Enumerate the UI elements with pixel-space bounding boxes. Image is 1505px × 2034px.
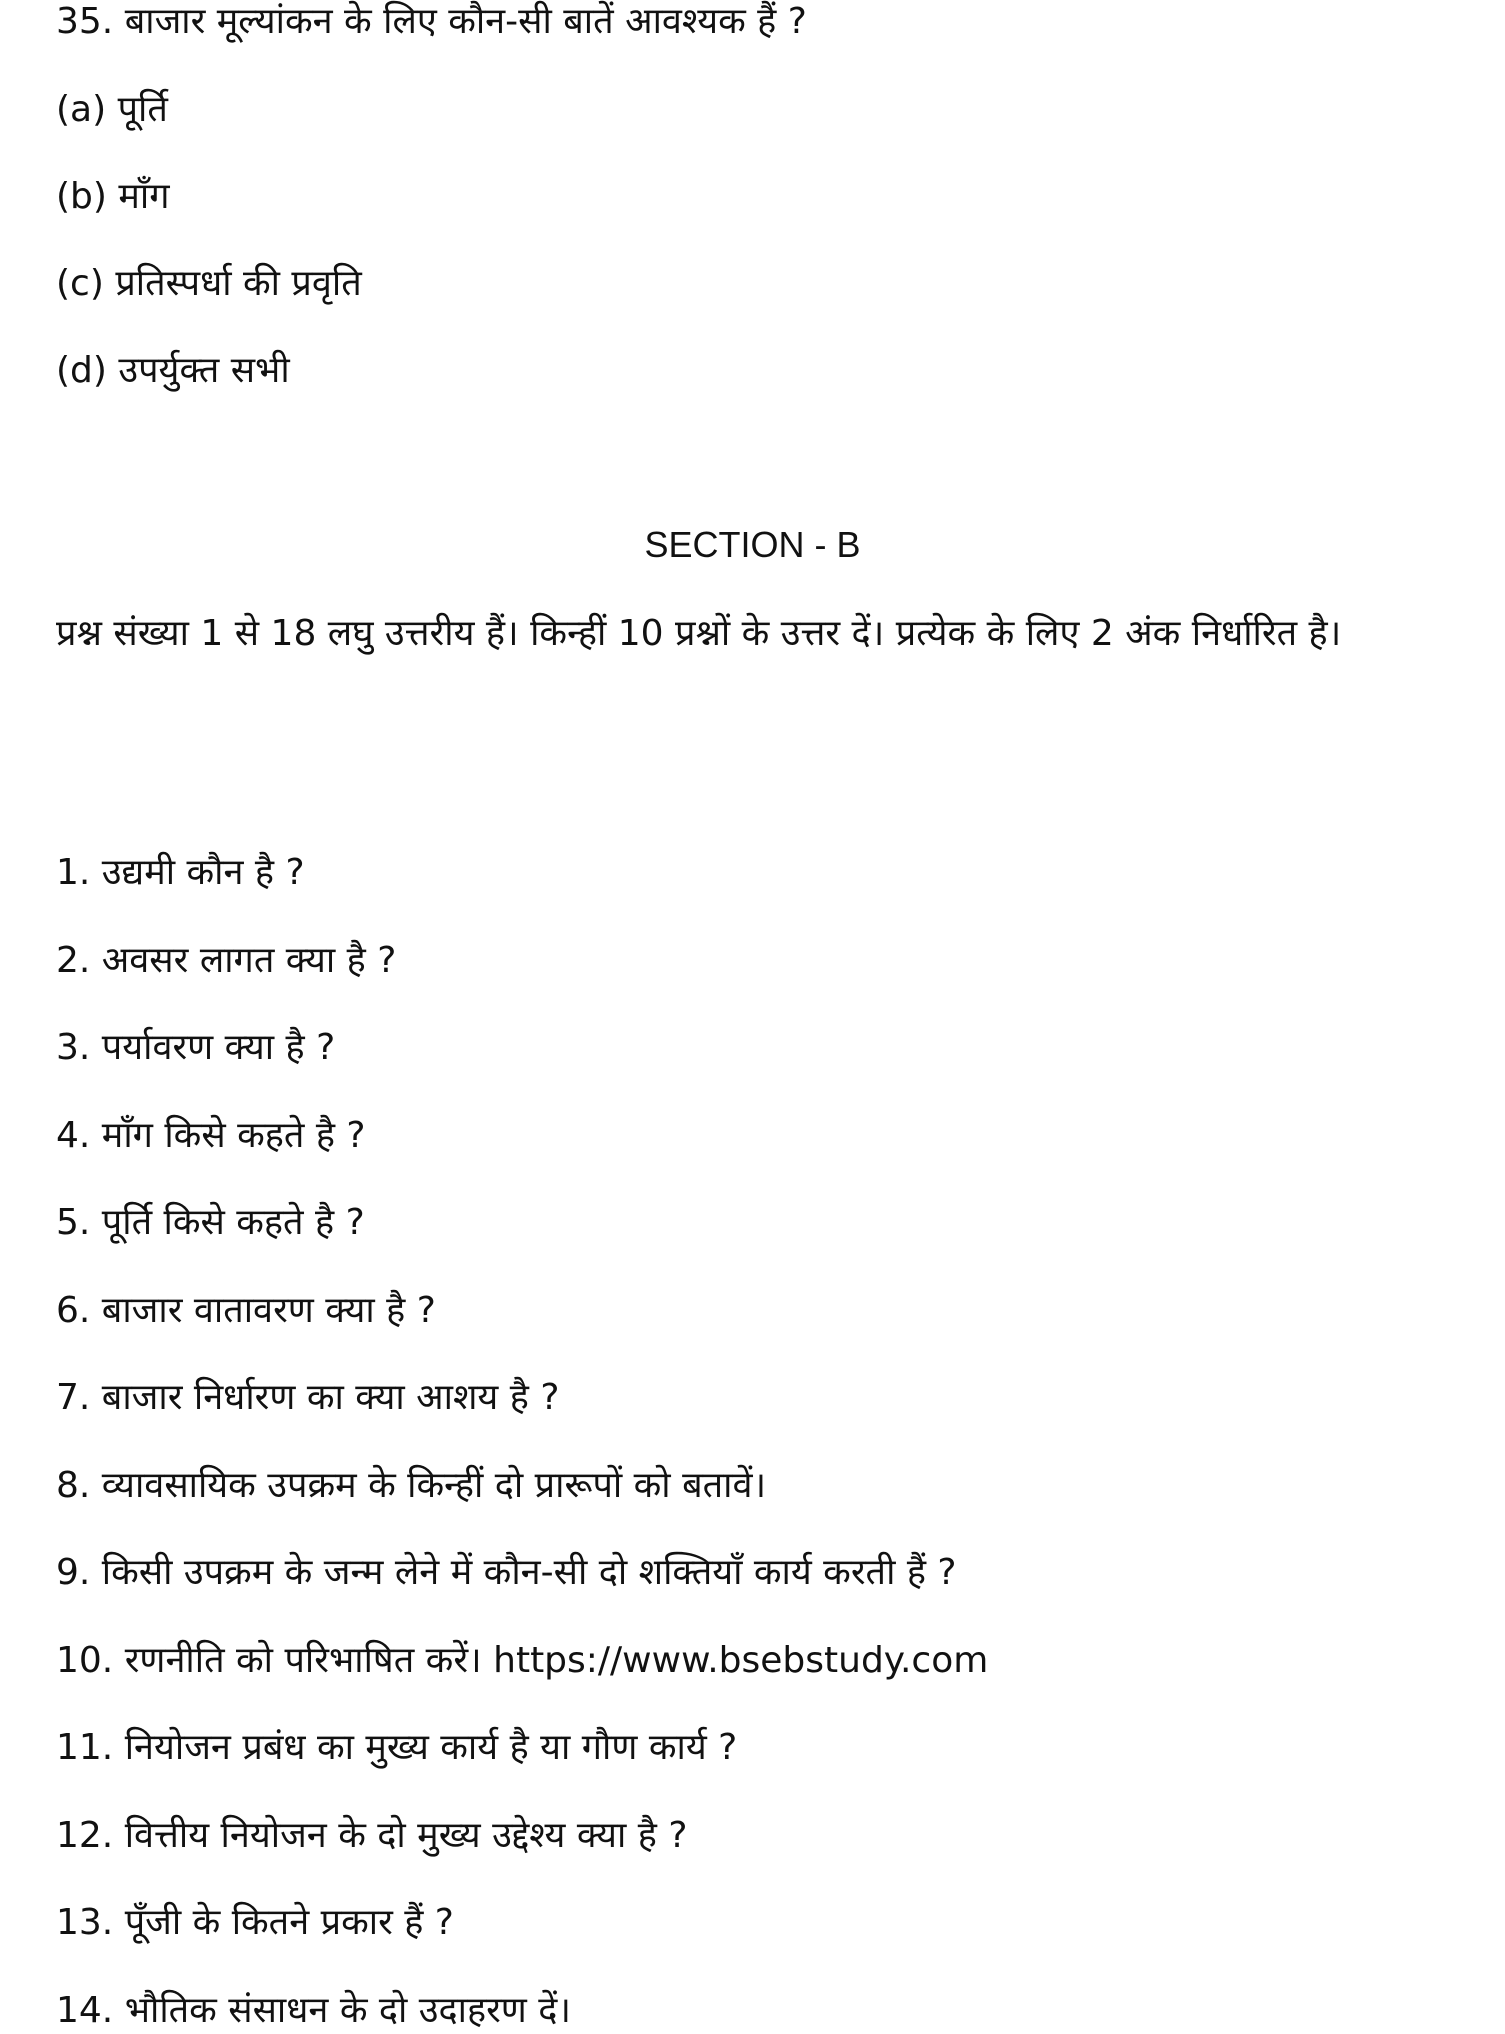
option-d: (d) उपर्युक्त सभी: [56, 350, 290, 391]
question-item: 13. पूँजी के कितने प्रकार हैं ?: [56, 1902, 454, 1943]
question-text: 35. बाजार मूल्यांकन के लिए कौन-सी बातें आवश्यक हैं ?: [56, 1, 807, 42]
question-item: 6. बाजार वातावरण क्या है ?: [56, 1289, 436, 1331]
question-item: 12. वित्तीय नियोजन के दो मुख्य उद्देश्य क्या है ?: [56, 1814, 688, 1856]
section-title: SECTION - B: [644, 524, 861, 565]
question-item: 8. व्यावसायिक उपक्रम के किन्हीं दो प्रारूपों को बतावें।: [56, 1464, 767, 1506]
question-item: 7. बाजार निर्धारण का क्या आशय है ?: [56, 1377, 560, 1418]
question-item: 2. अवसर लागत क्या है ?: [56, 939, 397, 981]
question-item: 3. पर्यावरण क्या है ?: [56, 1027, 336, 1068]
question-item: 4. माँग किसे कहते है ?: [56, 1114, 366, 1156]
question-item: 10. रणनीति को परिभाषित करें। https://www.bsebstudy.com: [56, 1639, 989, 1681]
section-instructions: प्रश्न संख्या 1 से 18 लघु उत्तरीय हैं। किन्हीं 10 प्रश्नों के उत्तर दें। प्रत्येक के लिए 2 अंक निर्धारित है।: [56, 613, 1342, 654]
option-a: (a) पूर्ति: [56, 89, 168, 130]
question-item: 14. भौतिक संसाधन के दो उदाहरण दें।: [56, 1989, 572, 2031]
question-item: 1. उद्यमी कौन है ?: [56, 852, 305, 893]
question-item: 9. किसी उपक्रम के जन्म लेने में कौन-सी दो शक्तियाँ कार्य करती हैं ?: [56, 1552, 957, 1593]
question-item: 11. नियोजन प्रबंध का मुख्य कार्य है या गौण कार्य ?: [56, 1727, 738, 1768]
question-item: 5. पूर्ति किसे कहते है ?: [56, 1202, 365, 1243]
option-c: (c) प्रतिस्पर्धा की प्रवृति: [56, 263, 362, 304]
option-b: (b) माँग: [56, 176, 170, 217]
